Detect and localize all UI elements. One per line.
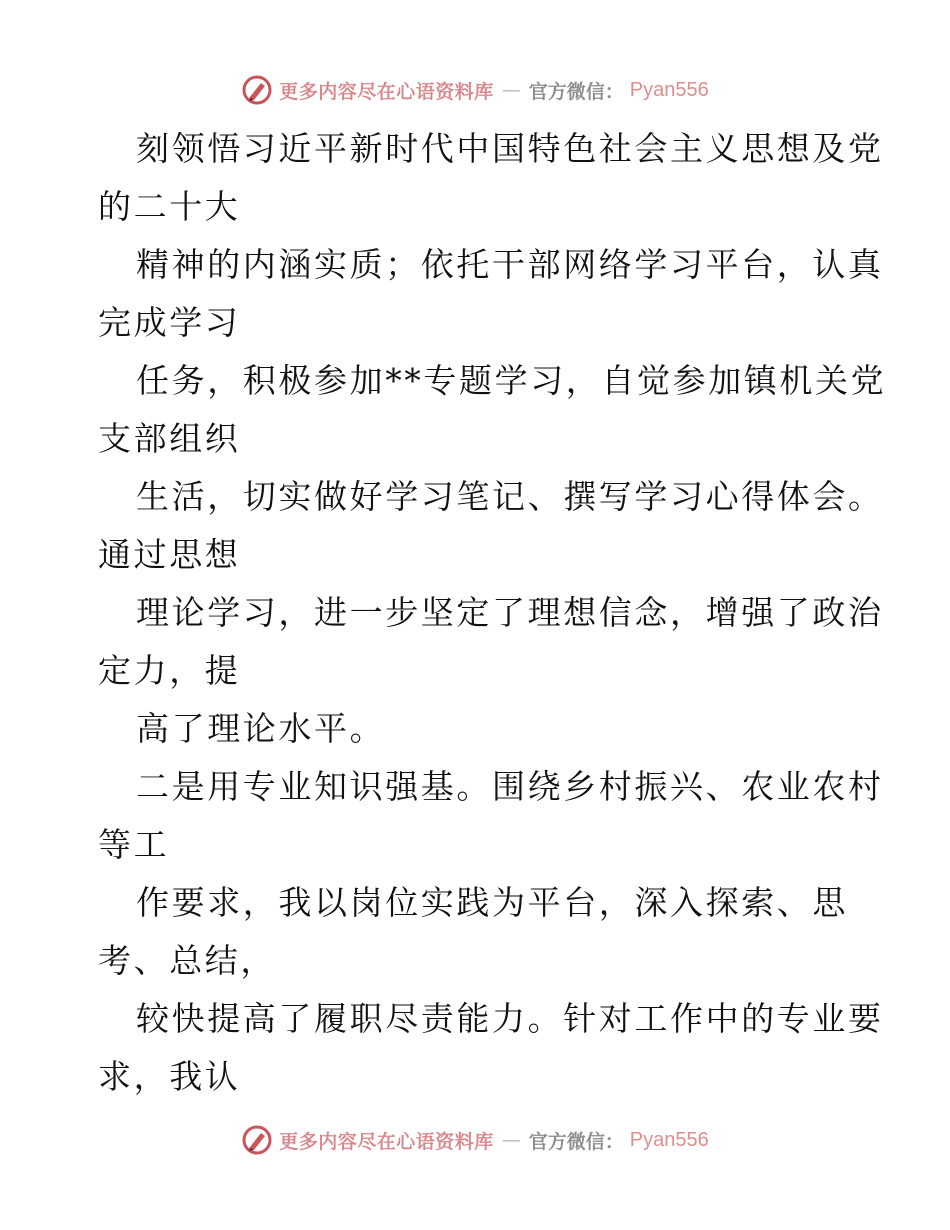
watermark-separator: — xyxy=(501,79,521,101)
header-watermark xyxy=(0,70,950,110)
text-line: 求，我认 xyxy=(98,1057,241,1096)
pen-logo-icon xyxy=(241,1124,273,1156)
text-line: 生活，切实做好学习笔记、撰写学习心得体会。 xyxy=(136,477,884,516)
text-line: 较快提高了履职尽责能力。针对工作中的专业要 xyxy=(136,999,884,1038)
text-line: 考、总结， xyxy=(98,941,276,980)
text-line: 刻领悟习近平新时代中国特色社会主义思想及党 xyxy=(136,129,884,168)
watermark-inner xyxy=(241,1124,709,1156)
text-line: 支部组织 xyxy=(98,419,241,458)
text-line: 高了理论水平。 xyxy=(136,709,386,748)
text-line: 理论学习，进一步坚定了理想信念，增强了政治 xyxy=(136,593,884,632)
text-line: 完成学习 xyxy=(98,303,241,342)
text-line: 精神的内涵实质；依托干部网络学习平台，认真 xyxy=(136,245,884,284)
watermark-separator: — xyxy=(501,1129,521,1151)
text-line: 二是用专业知识强基。围绕乡村振兴、农业农村 xyxy=(136,767,884,806)
watermark-main-text: 更多内容尽在心语资料库 xyxy=(279,80,494,103)
footer-watermark xyxy=(0,1120,950,1160)
text-line: 等工 xyxy=(98,825,170,864)
watermark-inner xyxy=(241,74,709,106)
text-line: 作要求，我以岗位实践为平台，深入探索、思 xyxy=(136,883,848,922)
text-line: 的二十大 xyxy=(98,187,241,226)
watermark-label: 官方微信： xyxy=(528,80,624,103)
watermark-label: 官方微信： xyxy=(528,1130,624,1153)
watermark-main-text: 更多内容尽在心语资料库 xyxy=(279,1130,494,1153)
watermark-id: Pyan556 xyxy=(629,78,709,101)
text-line: 任务，积极参加**专题学习，自觉参加镇机关党 xyxy=(136,361,887,400)
watermark-id: Pyan556 xyxy=(629,1128,709,1151)
document-body xyxy=(98,120,887,1106)
text-line: 定力，提 xyxy=(98,651,241,690)
pen-logo-icon xyxy=(241,74,273,106)
text-line: 通过思想 xyxy=(98,535,241,574)
